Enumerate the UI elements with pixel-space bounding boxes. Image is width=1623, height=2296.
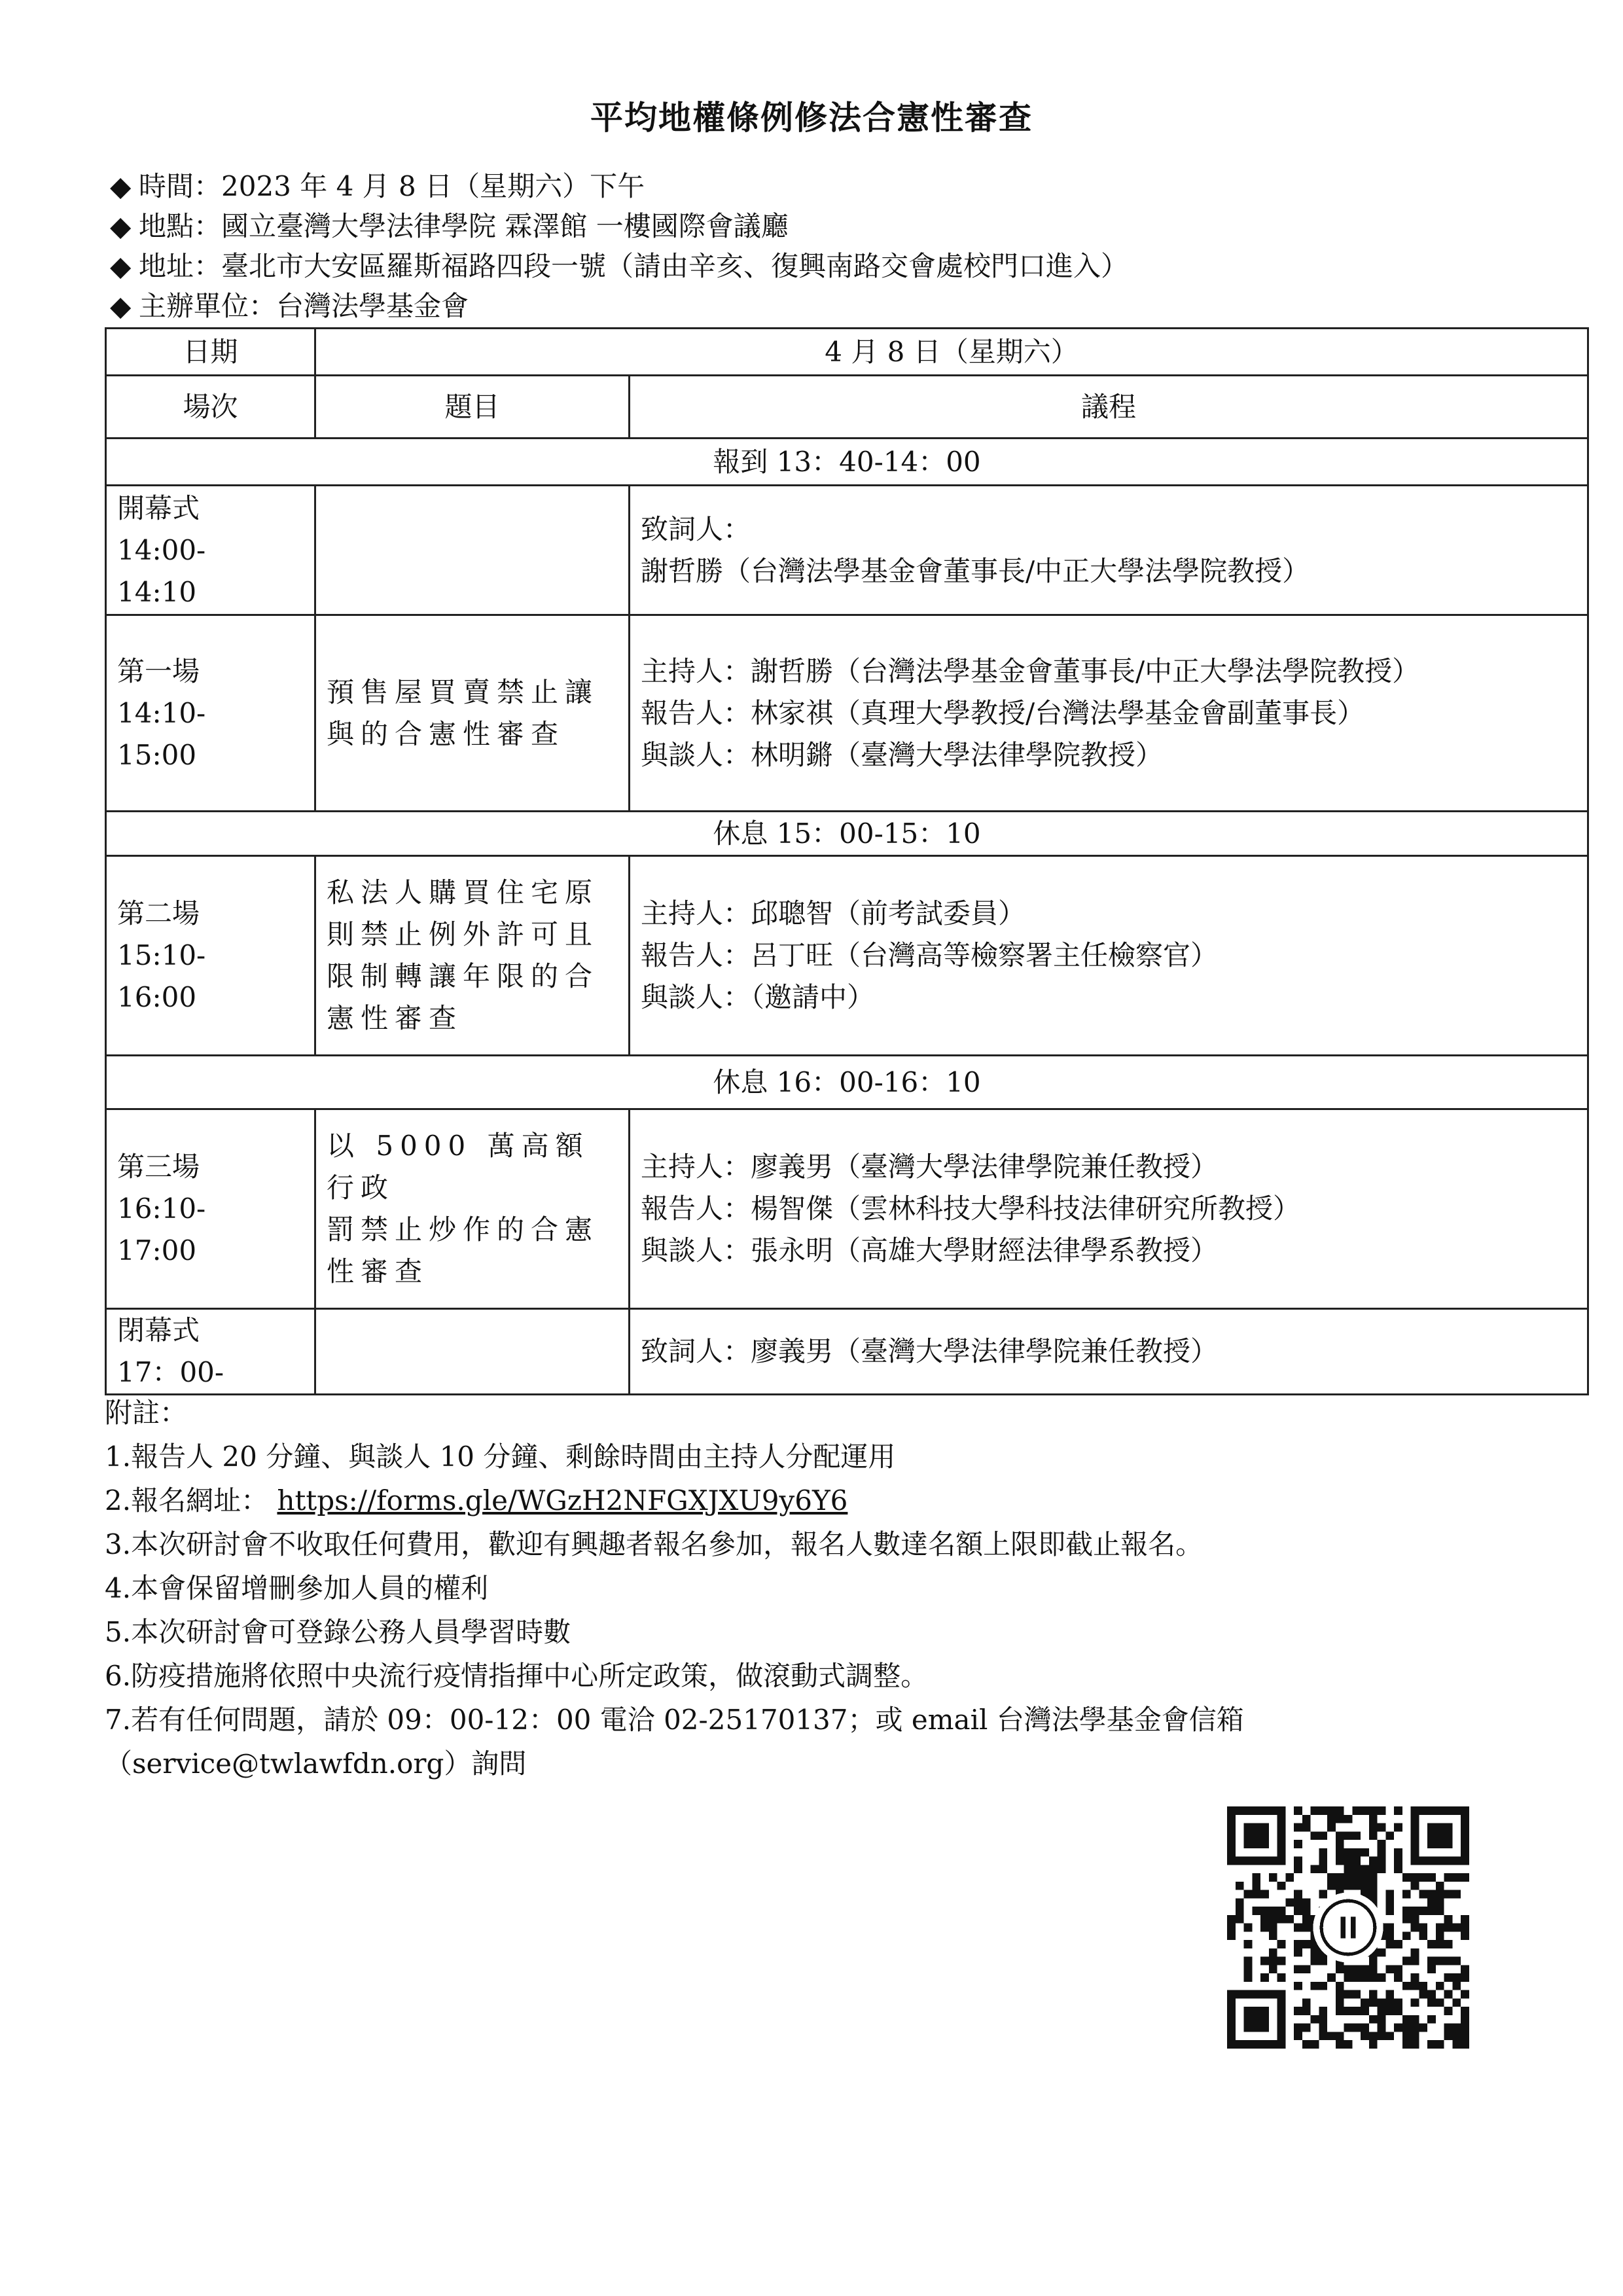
note-3: 3.本次研討會不收取任何費用，歡迎有興趣者報名參加，報名人數達名額上限即截止報名。: [105, 1528, 1204, 1560]
document-title: 平均地權條例修法合憲性審查: [590, 98, 1033, 137]
session2-agenda-cell: 主持人：邱聰智（前考試委員） 報告人：呂丁旺（台灣高等檢察署主任檢察官） 與談人：（邀請中）: [630, 856, 1588, 1056]
break1-row: 休息 15：00-15：10: [106, 812, 1588, 856]
table-row: [106, 439, 1588, 486]
info-organizer: ◆ 主辦單位：台灣法學基金會: [110, 287, 469, 326]
diamond-bullet-icon: ◆: [110, 210, 132, 242]
diamond-bullet-icon: ◆: [110, 170, 132, 202]
info-venue: ◆ 地點：國立臺灣大學法律學院 霖澤館 一樓國際會議廳: [110, 207, 789, 246]
notes-section: [105, 1391, 1571, 1785]
topic-header-cell: 題目: [315, 376, 630, 439]
date-value-cell: 4 月 8 日（星期六）: [315, 329, 1588, 376]
session1-agenda-cell: 主持人：謝哲勝（台灣法學基金會董事長/中正大學法學院教授） 報告人：林家祺（真理大學教授/台灣法學基金會副董事長） 與談人：林明鏘（臺灣大學法律學院教授）: [630, 615, 1588, 812]
qr-code-icon: [1227, 1806, 1469, 2049]
diamond-bullet-icon: ◆: [110, 250, 132, 282]
session1-cell: 第一場 14:10- 15:00: [106, 615, 315, 812]
session2-cell: 第二場 15:10- 16:00: [106, 856, 315, 1056]
note-5: 5.本次研討會可登錄公務人員學習時數: [105, 1616, 571, 1648]
note-2: 2.報名網址： https://forms.gle/WGzH2NFGXJXU9y6Y6: [105, 1484, 848, 1516]
agenda-header-cell: 議程: [630, 376, 1588, 439]
table-row: [106, 486, 1588, 615]
info-time: ◆ 時間：2023 年 4 月 8 日（星期六）下午: [110, 167, 645, 206]
opening-agenda-cell: 致詞人： 謝哲勝（台灣法學基金會董事長/中正大學法學院教授）: [630, 486, 1588, 615]
closing-topic-cell: [315, 1309, 630, 1395]
closing-agenda-cell: 致詞人：廖義男（臺灣大學法律學院兼任教授）: [630, 1309, 1588, 1395]
table-row: [106, 615, 1588, 812]
note-1: 1.報告人 20 分鐘、與談人 10 分鐘、剩餘時間由主持人分配運用: [105, 1441, 896, 1473]
note-7-continued: （service@twlawfdn.org）詢問: [105, 1748, 527, 1780]
session-header-cell: 場次: [106, 376, 315, 439]
opening-session-cell: 開幕式 14:00- 14:10: [106, 486, 315, 615]
session2-topic-cell: 私法人購買住宅原 則禁止例外許可且 限制轉讓年限的合 憲性審查: [315, 856, 630, 1056]
note-4: 4.本會保留增刪參加人員的權利: [105, 1572, 489, 1604]
table-row: [106, 856, 1588, 1056]
note-6: 6.防疫措施將依照中央流行疫情指揮中心所定政策，做滾動式調整。: [105, 1660, 929, 1692]
agenda-table: [105, 327, 1589, 1395]
session1-topic-cell: 預售屋買賣禁止讓 與的合憲性審查: [315, 615, 630, 812]
info-address: ◆ 地址：臺北市大安區羅斯福路四段一號（請由辛亥、復興南路交會處校門口進入）: [110, 247, 1128, 286]
date-header-cell: 日期: [106, 329, 315, 376]
table-row: [106, 1056, 1588, 1109]
table-row: [106, 1109, 1588, 1309]
notes-heading: 附註：: [105, 1397, 188, 1429]
table-row: [106, 812, 1588, 856]
table-row: [106, 1309, 1588, 1395]
session3-agenda-cell: 主持人：廖義男（臺灣大學法律學院兼任教授） 報告人：楊智傑（雲林科技大學科技法律研究所教授） 與談人：張永明（高雄大學財經法律學系教授）: [630, 1109, 1588, 1309]
closing-session-cell: 閉幕式 17：00-: [106, 1309, 315, 1395]
registration-row: 報到 13：40-14：00: [106, 439, 1588, 486]
table-row: [106, 329, 1588, 376]
session3-topic-cell: 以 5000 萬高額行政 罰禁止炒作的合憲 性審查: [315, 1109, 630, 1309]
break2-row: 休息 16：00-16：10: [106, 1056, 1588, 1109]
session3-cell: 第三場 16:10- 17:00: [106, 1109, 315, 1309]
note-7: 7.若有任何問題，請於 09：00-12：00 電洽 02-25170137；或 email 台灣法學基金會信箱: [105, 1704, 1244, 1736]
opening-topic-cell: [315, 486, 630, 615]
diamond-bullet-icon: ◆: [110, 290, 132, 322]
registration-link[interactable]: https://forms.gle/WGzH2NFGXJXU9y6Y6: [277, 1484, 848, 1516]
table-row: [106, 376, 1588, 439]
